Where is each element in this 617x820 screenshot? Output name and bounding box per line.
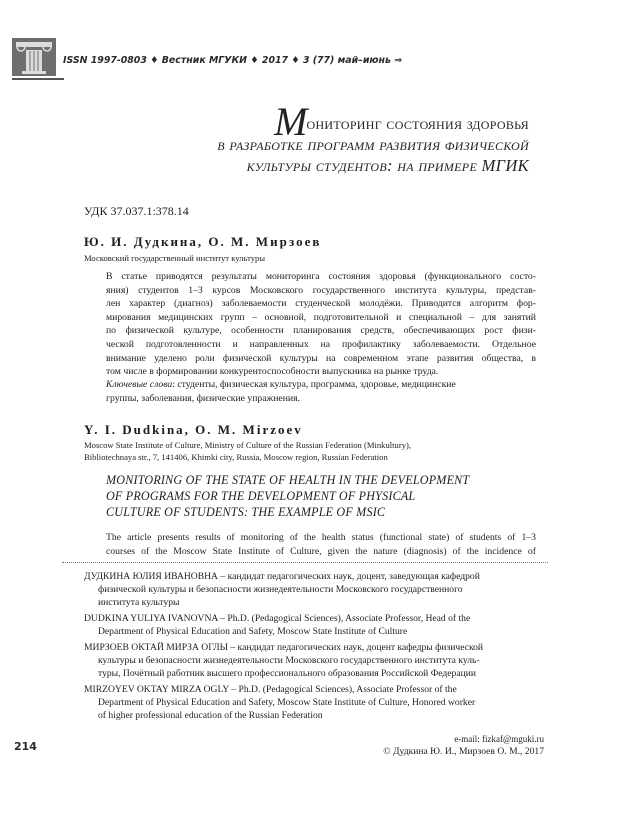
abstract-ru-line: лен характер (диагноз) заболеваемости студенческой молодёжи. Приводится алгоритм фор- <box>106 298 536 310</box>
title-line-1 <box>217 99 529 144</box>
copyright-notice: © Дудкина Ю. И., Мирзоев О. М., 2017 <box>383 746 544 757</box>
bio-line <box>84 571 544 584</box>
authors-en: Y. I. Dudkina, O. M. Mirzoev <box>84 422 303 437</box>
authors-ru: Ю. И. Дудкина, О. М. Мирзоев <box>84 234 322 249</box>
title-drop-cap: М <box>274 99 307 144</box>
bio-name: DUDKINA YULIYA IVANOVNA <box>84 613 218 624</box>
keywords-label: Ключевые слова <box>106 379 173 390</box>
institution-en <box>84 439 411 463</box>
bio-line: туры, Почётный работник высшего профессионального образования Российской Федерации <box>98 667 477 679</box>
abstract-ru-line: В статье приводятся результаты мониторинга состояния здоровья (функционального состо- <box>106 271 536 282</box>
bio-text: – Ph.D. (Pedagogical Sciences), Associate Professor, Head of the <box>217 613 471 624</box>
institution-ru: Московский государственный институт культуры <box>84 253 266 263</box>
abstract-ru-line: мирования медицинских групп – основной, подготовительной и специальной – для занятий <box>106 311 536 323</box>
bio-name: МИРЗОЕВ ОКТАЙ МИРЗА ОГЛЫ <box>84 642 228 653</box>
bio-dudkina-ru <box>84 571 544 609</box>
abstract-en-line: courses of the Moscow State Institute of Culture, given the nature (diagnosis) of the incidence of <box>106 545 536 557</box>
title-line-1-rest: ониторинг состояния здоровья <box>306 114 529 133</box>
page-number: 214 <box>14 740 37 753</box>
bio-line: of higher professional education of the Russian Federation <box>98 709 323 721</box>
keywords-text: : студенты, физическая культура, программа, здоровье, медицинские <box>172 379 456 390</box>
keywords-ru <box>106 378 536 405</box>
bio-text: – Ph.D. (Pedagogical Sciences), Associate Professor of the <box>228 684 457 695</box>
abstract-en <box>106 531 536 558</box>
footnote-separator <box>62 562 548 563</box>
udk-code: УДК 37.037.1:378.14 <box>84 204 189 218</box>
bio-line: культуры и безопасности жизнедеятельности Московского государственного института куль- <box>98 654 480 666</box>
bio-text: – кандидат педагогических наук, доцент, заведующая кафедрой <box>218 571 480 582</box>
header-rule <box>12 78 64 80</box>
abstract-ru-line: внимание уделено роли физической культуры на современном этапе развития общества, в <box>106 352 536 364</box>
abstract-ru <box>106 270 536 379</box>
journal-logo-column-icon <box>12 38 58 78</box>
abstract-en-line: The article presents results of monitoring of the health status (functional state) of students of 1–3 <box>106 532 536 543</box>
title-en-line: OF PROGRAMS FOR THE DEVELOPMENT OF PHYSICAL <box>106 489 416 504</box>
title-line-3: культуры студентов: на примере МГИК <box>246 156 529 175</box>
article-title-en <box>106 472 469 521</box>
abstract-ru-line: по физической культуре, особенности планирования средств, обеспечивающих рост физи- <box>106 325 536 337</box>
bio-mirzoev-ru <box>84 642 544 680</box>
abstract-ru-line: ческой подготовленности и направленных на профилактику заболеваемости. Отдельное <box>106 338 536 350</box>
article-title-ru <box>217 99 529 176</box>
bio-name: MIRZOYEV OKTAY MIRZA OGLY <box>84 684 229 695</box>
contact-email: e-mail: fizkaf@mguki.ru <box>454 734 544 744</box>
bio-line: Department of Physical Education and Safety, Moscow State Institute of Culture, Honored worker <box>98 696 476 708</box>
running-head: ISSN 1997-0803 ♦ Вестник МГУКИ ♦ 2017 ♦ 3 (77) май–июнь ⇒ <box>63 55 403 66</box>
bio-line <box>84 684 544 697</box>
keywords-ru-line-1 <box>106 378 536 392</box>
abstract-ru-line: том числе в формировании конкурентоспособности выпускника на рынке труда. <box>106 366 439 378</box>
bio-line: Department of Physical Education and Safety, Moscow State Institute of Culture <box>98 625 408 637</box>
bio-mirzoev-en <box>84 684 544 722</box>
keywords-ru-line-2: группы, заболевания, физические упражнения. <box>106 392 300 404</box>
title-en-line: CULTURE OF STUDENTS: THE EXAMPLE OF MSIC <box>106 505 386 520</box>
title-en-line: MONITORING OF THE STATE OF HEALTH IN THE DEVELOPMENT <box>106 473 470 487</box>
title-line-2: в разработке программ развития физической <box>217 135 529 154</box>
bio-line <box>84 613 544 626</box>
bio-line: физической культуры и безопасности жизнедеятельности Московского государственного <box>98 583 463 595</box>
bio-line <box>84 642 544 655</box>
bio-line: института культуры <box>98 596 180 608</box>
institution-en-line: Moscow State Institute of Culture, Ministry of Culture of the Russian Federation (Minkultury), <box>84 440 411 450</box>
institution-en-line: Bibliotechnaya str., 7, 141406, Khimki city, Russia, Moscow region, Russian Federation <box>84 452 388 462</box>
bio-text: – кандидат педагогических наук, доцент кафедры физической <box>227 642 484 653</box>
bio-dudkina-en <box>84 613 544 639</box>
abstract-ru-line: яния) студентов 1–3 курсов Московского государственного института культуры, представ- <box>106 284 536 296</box>
bio-name: ДУДКИНА ЮЛИЯ ИВАНОВНА <box>84 571 218 582</box>
